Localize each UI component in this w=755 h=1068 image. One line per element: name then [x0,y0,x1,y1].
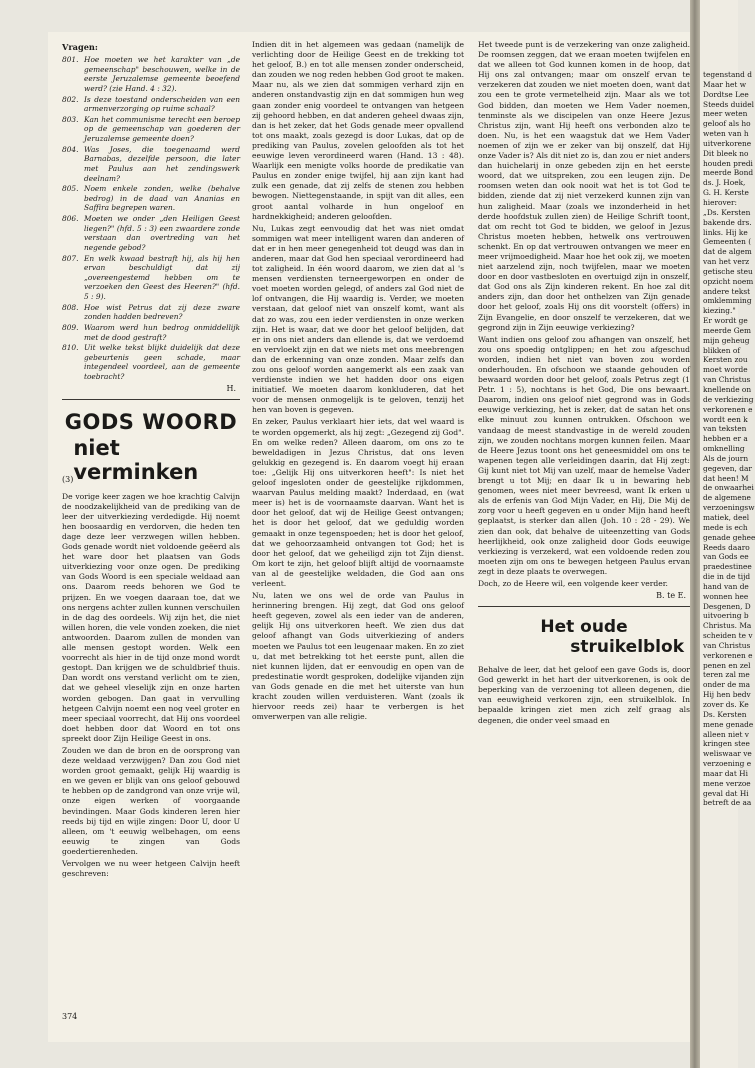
adjacent-page-line: uitverkorene [703,138,752,148]
adjacent-page-line: geloof als ho [703,119,751,129]
adjacent-page-line: meer weten [703,109,748,119]
adjacent-page-line: de verkiezing [703,394,754,404]
adjacent-page-line: alleen niet v [703,729,749,739]
paragraph: Vervolgen we nu weer hetgeen Calvijn heeft geschreven: [62,859,240,879]
vraag-number: 806. [62,214,79,223]
adjacent-page-line: gegeven, dar [703,463,752,473]
adjacent-page-line: Gemeenten ( [703,237,752,247]
adjacent-page-line: verkorenen e [703,404,753,414]
adjacent-page-line: Hij hen bedv [703,690,751,700]
article-title-line2: niet verminken [73,435,199,484]
adjacent-page-line: betreft de aa [703,798,752,808]
article-number: (3) [62,474,74,484]
article-body-col2 [252,40,464,722]
paragraph: Nu, Lukas zegt eenvoudig dat het was niet omdat sommigen wat meer intelligent waren dan anderen of dat er in hen meer genegenheid tot deugd was dan in anderen, maar dat God hen speciaal verordineerd had tot zaligheid. In één woord daarom, we zien dat al 's mensen verdiensten terneergeworpen en onder de voet moeten worden gelegd, of anders zal God niet de lof ontvangen, die Hij waardig is. Verder, we moeten verstaan, dat geloof niet van onszelf komt, want als dat zo was, zou een ieder verdiensten in onze werken zijn. Het is waar, dat we door het geloof belijden, dat er in ons niet anders dan ellende is, dat we verdoemd en vervloekt zijn en dat we niets met ons meebrengen dan de erkenning van onze zonden. Maar zelfs dan zou ons geloof worden aangemerkt als een zaak van verdienste indien we het hadden door ons eigen initiatief. We moeten daarom konkluderen, dat het voor de mensen onmogelijk is te geloven, tenzij het hen van boven is gegeven. [252,223,464,415]
adjacent-page-line: weten van h [703,129,749,139]
adjacent-page-line: van het verz [703,257,750,267]
adjacent-page-line: verzoeningsw [703,503,755,513]
divider [62,399,240,400]
vraag-text: Waarom werd hun bedrog onmiddellijk met de dood gestraft? [84,322,240,342]
adjacent-page-line: Steeds duidel [703,99,754,109]
vraag-text: Hoe moeten we het karakter van „de gemeenschap" beschouwen, welke in de eerste Jeruzalemse gemeente beoefend werd? (zie Hand. 4 : 32). [84,55,240,93]
vraag-text: Hoe wist Petrus dat zij deze zware zonden hadden bedreven? [84,302,240,322]
adjacent-page [700,0,755,1068]
adjacent-page-line: dat de algem [703,247,752,257]
vraag-number: 809. [62,322,79,332]
adjacent-page-line: maar dat Hi [703,768,748,778]
vraag-item [62,214,240,253]
adjacent-page-line: mijn geheug [703,335,750,345]
adjacent-page-line: de algemene [703,493,751,503]
adjacent-page-line: andere tekst [703,286,751,296]
adjacent-page-line: dat heen! M [703,473,749,483]
adjacent-page-line: hebben er a [703,434,748,444]
adjacent-page-line: zover ds. Ke [703,700,749,709]
vraag-number: 803. [62,114,79,124]
vraag-number: 805. [62,184,79,194]
adjacent-page-line: scheiden te v [703,631,753,641]
vraag-number: 807. [62,253,79,263]
vraag-text: Uit welke tekst blijkt duidelijk dat deze gebeurtenis geen schade, maar integendeel voordeel, aan de gemeente toebracht? [84,343,240,381]
vraag-text: Is deze toestand onderscheiden van een armenverzorging op ruime schaal? [84,94,240,114]
article2-title-line2: struikelblok [570,637,684,658]
adjacent-page-line: omknelling [703,444,745,454]
vraag-number: 802. [62,94,79,104]
divider [478,606,690,607]
vragen-signature: H. [226,383,236,393]
vraag-text: Was Joses, die toegenaamd werd Barnabas, dezelfde persoon, die later met Paulus aan het zendingswerk deelnam? [84,144,240,183]
adjacent-page-line: mene verzoe [703,778,751,788]
vraag-item [62,184,240,213]
paragraph: Behalve de leer, dat het geloof een gave Gods is, door God gewerkt in het hart der uitverkorenen, is ook de beperking van de verzoening tot alleen degenen, die van eeuwigheid verkoren zijn, een struikelblok. In bepaalde kringen ziet men zich zelf graag als degenen, die onder veel smaad en [478,665,690,725]
adjacent-page-line: die in de tijd [703,572,751,582]
paragraph: Zouden we dan de bron en de oorsprong van deze weldaad verzwijgen? Dan zou God niet worden groot gemaakt, gelijk Hij waardig is en we geven er blijk van ons geloof gebouwd te hebben op de zandgrond van onze vrije wil, onze eigen werken of voorgaande bevindingen. Maar Gods kinderen leren hier reeds bij tijd en wijle zingen: Door U, door U alleen, om 't eeuwig welbehagen, om eens eeuwig te zingen van Gods goedertierenheden. [62,745,240,856]
adjacent-page-line: knellende on [703,385,752,394]
adjacent-page-line: matiek, deel [703,512,750,522]
adjacent-page-line: Dit bleek no [703,148,749,158]
adjacent-page-line: blikken of [703,345,741,355]
article-title-row [62,436,240,484]
adjacent-page-line: geval dat Hi [703,788,749,798]
adjacent-page-line: wonnen hee [703,591,749,601]
vraag-item [62,323,240,342]
vraag-text: Moeten we onder „den Heiligen Geest liegen?" (hfd. 5 : 3) een zwaardere zonde verstaan dan overtreding van het negende gebod? [84,214,240,252]
adjacent-page-line: Er wordt ge [703,316,748,326]
adjacent-page-line: Als de journ [703,453,749,463]
adjacent-page-line: kiezing." [703,306,736,316]
adjacent-page-line: getische steu [703,266,753,276]
adjacent-page-line: Reeds daaro [703,542,750,552]
adjacent-page-line: hierover: [703,197,738,207]
vraag-text: Kan het communisme terecht een beroep op de gemeenschap van goederen der Jeruzalemse gemeente doen? [84,114,240,143]
adjacent-page-line: de onwaarhei [703,483,754,493]
adjacent-page-line: bakende drs. [703,217,752,227]
adjacent-page-line: van Gods ee [703,552,749,562]
vraag-text: En welk kwaad bestraft hij, als hij hen ervan beschuldigt dat zij „overeengestemd hebben om te verzoeken den Geest des Heeren?" (hfd. 5 : 9). [84,253,240,301]
vraag-item [62,254,240,302]
paragraph: En zeker, Paulus verklaart hier iets, dat wel waard is te worden opgemerkt, als hij zegt: „Gezegend zij God". En om welke reden? Alleen daarom, om ons zo te beweldadigen in Jezus Christus, dat ons leven gelukkig en gezegend is. En daarom voegt hij eraan toe: „Gelijk Hij ons uitverkoren heeft": Is niet het geloof ingesloten onder de geestelijke rijkdommen, waarvan Paulus melding maakt? Inderdaad, en (wat meer is) het is de voornaamste daarvan. Want het is door het geloof, dat wij de Heilige Geest ontvangen; het is door het geloof, dat we geduldig worden gemaakt in onze tegenspoeden; het is door het geloof, dat we gehoorzaamheid ontvangen tot God; het is door het geloof, dat we geheiligd zijn tot Zijn dienst. Om kort te zijn, het geloof blijft altijd de voornaamste van al de geestelijke weldaden, die God aan ons verleent. [252,417,464,588]
vraag-number: 808. [62,302,79,312]
vraag-item [62,303,240,322]
adjacent-page-line: verkorenen e [703,650,753,660]
paragraph: De vorige keer zagen we hoe krachtig Calvijn de noodzakelijkheid van de prediking van de leer der uitverkiezing verdedigde. Hij noemt hen boosaardig en verdorven, die heden ten dage deze leer verzwegen willen hebben. Gods genade wordt niet voldoende geëerd als het ware door het plaatsen van Gods uitverkiezing voor onze ogen. De prediking van Gods Woord is een speciale weldaad aan ons. Daarom reeds behoren we God te prijzen. En we voegen daaraan toe, dat we ons nergens achter zullen kunnen verschuilen in de dag des oordeels. Wij zijn het, die niet willen horen, die vele vonden zoeken, die niet antwoorden. Daarom zullen de monden van alle mensen gestopt worden. Welk een voorrecht als hier in de tijd onze mond wordt gestopt. Dan krijgen we de schuldbrief thuis. Dan wordt ons verstand verlicht om te zien, dat we geheel vleselijk zijn en onze harten worden gebogen. Dan gaat in vervulling hetgeen Calvijn noemt een nog veel groter en meer speciaal voorrecht, dat Hij ons voordeel doet hebben door dat Woord en tot ons spreekt door Zijn Heilige Geest in ons. [62,491,240,743]
adjacent-page-line: tegenstand d [703,70,752,79]
adjacent-page-line: verzoening e [703,759,752,769]
adjacent-page-line: onder de ma [703,680,751,690]
adjacent-page-line: „Ds. Kersten [703,207,751,217]
vraag-text: Noem enkele zonden, welke (behalve bedrog) in de daad van Ananias en Saffira begrepen waren. [84,184,240,213]
adjacent-page-line: penen en zel [703,660,751,670]
paragraph: Doch, zo de Heere wil, een volgende keer verder. [478,578,668,588]
column-1 [62,42,240,881]
adjacent-page-line: opzicht noem [703,276,754,286]
page-number: 374 [62,1012,78,1021]
column-2 [252,40,464,724]
adjacent-page-line: Desgenen, D [703,601,751,611]
adjacent-page-line: hand van de [703,581,749,591]
article2-title-line1: Het oude [540,617,628,638]
adjacent-page-line: genade gehee [703,532,755,542]
adjacent-page-line: Maar het w [703,79,747,89]
column-3 [478,40,690,728]
adjacent-page-line: praedestinee [703,562,752,572]
adjacent-page-line: links. Hij ke [703,227,748,237]
adjacent-page-line: Christus. Ma [703,621,752,631]
adjacent-page-line: meerde Bond [703,168,754,178]
vraag-item [62,343,240,382]
adjacent-page-line: teren zal me [703,670,750,680]
paragraph: Want indien ons geloof zou afhangen van onszelf, het zou ons spoedig ontglippen; en het zou afgeschud worden, indien het niet van boven zou worden onderhouden. En ofschoon we staande gehouden of bewaard worden door het geloof, zoals Petrus zegt (1 Petr. 1 : 5), nochtans is het God, Die ons bewaart. Daarom, indien ons geloof niet gegrond was in Gods eeuwige verkiezing, het is zeker, dat de satan het ons elke minuut zou kunnen ontrukken. Ofschoon we vandaag de meest standvastige in de wereld zouden zijn, we zouden nochtans morgen kunnen feilen. Maar de Heere Jezus toont ons het geneesmiddel om ons te wapenen tegen alle verleidingen daarin, dat Hij zegt: Gij kunt niet tot Mij van uzelf, maar de hemelse Vader brengt u tot Mij; en daar Ik u in bewaring heb genomen, wees niet meer bevreesd, want Ik erken u als de erfenis van God Mijn Vader, en Hij, Die Mij de zorg voor u heeft gegeven en u onder Mijn hand heeft geplaatst, is sterker dan allen (Joh. 10 : 28 - 29). We zien dan ook, dat behalve de uiteenzetting van Gods heerlijkheid, ook onze zaligheid door Gods eeuwige verkiezing is verzekerd, wat een voldoende reden zou moeten zijn om ons te bewegen hetgeen Paulus ervan zegt in deze plaats te overwegen. [478,334,690,576]
vraag-item [62,115,240,144]
adjacent-page-line: kringen stee [703,739,750,749]
adjacent-page-line: van Christus [703,375,751,385]
adjacent-page-line: houden predi [703,158,753,168]
article2-body [478,665,690,726]
adjacent-page-line: G. H. Kerste [703,188,749,198]
adjacent-page-line: weliswaar ve [703,749,752,759]
article-body-col3 [478,40,690,589]
vraag-item [62,145,240,184]
adjacent-page-line: ds. J. Hoek, [703,178,746,188]
paragraph: Het tweede punt is de verzekering van onze zaligheid. De roomsen zeggen, dat we eraan moeten twijfelen en dat we alleen tot God kunnen komen in de hoop, dat Hij ons zal ontvangen; maar om onszelf ervan te verzekeren dat zouden we niet moeten doen, want dat zou een te grote vermetelheid zijn. Maar als we tot God bidden, dan moeten we Hem Vader noemen, tenminste als we discipelen van onze Heere Jezus Christus zijn, want Hij heeft ons verbonden alzo te doen. Nu, is het een waagstuk dat we Hem Vader noemen of zijn we er zeker van bij onszelf, dat Hij onze Vader is? Als dit niet zo is, dan zou er niet anders dan huichelarij in onze gebeden zijn en het eerste woord, dat we uitspreken, zou een leugen zijn. De roomsen weten dan ook nooit wat het is tot God te bidden, ziende dat zij niet verzekerd kunnen zijn van hun zaligheid. Maar (zoals we inzonderheid in het derde hoofdstuk zullen zien) de Heilige Schrift toont, dat om recht tot God te bidden, we geloof in Jezus Christus moeten hebben, hetwelk ons vertrouwen schenkt. En op dat vertrouwen ontvangen we meer en meer vrijmoedigheid. Maar hoe het ook zij, we moeten niet aarzelend zijn, noch twijfelen, maar we moeten door en door vastbesloten en overtuigd zijn in onszelf, dat God ons als Zijn kinderen rekent. En hoe zal dit anders zijn, dan door het onthelzen van Zijn genade door het geloof, zoals Hij ons dit voorstelt (offers) in Zijn Evangelie, en door onszelf te verzekeren, dat we gegrond zijn in Zijn eeuwige verkiezing? [478,40,690,332]
adjacent-page-line: uitvoering b [703,611,749,621]
adjacent-page-line: moet worde [703,365,748,375]
article-title-line1: GODS WOORD [64,409,238,434]
article-signature: B. te E. [656,591,686,601]
adjacent-page-line: Kersten zou [703,355,748,365]
vraag-number: 810. [62,343,79,353]
adjacent-page-line: meerde Gem [703,325,752,335]
vraag-item [62,95,240,114]
adjacent-page-line: Ds. Kersten [703,709,747,719]
vragen-list [62,55,240,382]
adjacent-page-line: mene genade [703,719,754,729]
adjacent-page-line: van Christus [703,640,751,650]
vragen-title: Vragen: [62,42,98,52]
vraag-number: 804. [62,144,79,154]
paragraph: Nu, laten we ons wel de orde van Paulus in herinnering brengen. Hij zegt, dat God ons geloof heeft gegeven, zowel als een ieder van de anderen, gelijk Hij ons uitverkoren heeft. We zien dus dat geloof afhangt van Gods uitverkiezing of anders moeten we Paulus tot een leugenaar maken. En zo ziet u, dat met betrekking tot het eerste punt, allen die niet kunnen lijden, dat er eenvoudig en open van de predestinatie wordt gesproken, dodelijke vijanden zijn van Gods genade en die met het uiterste van hun kracht zouden willen verduisteren. Want (zoals ik hiervoor reeds zei) haar te verbergen is het omverwerpen van alle religie. [252,591,464,722]
adjacent-page-line: Dordtse Lee [703,89,749,99]
article-body-col1 [62,492,240,880]
adjacent-page-line: van teksten [703,424,747,434]
adjacent-page-line: omklemming [703,296,752,306]
adjacent-page-line: mede is ech [703,522,748,532]
vraag-item [62,55,240,94]
vraag-number: 801. [62,55,79,64]
adjacent-page-line: wordt een k [703,414,748,424]
paragraph: Indien dit in het algemeen was gedaan (namelijk de verlichting door de Heilige Geest en de trekking tot het geloof, B.) en tot alle mensen zonder onderscheid, dan zouden we nog reden hebben God groot te maken. Maar nu, als we zien dat sommigen verhard zijn en anderen onstandvastig zijn en dat sommigen hun weg gaan zonder enig voordeel te ontvangen van hetgeen zij gehoord hebben, en dat anderen geheel dwaas zijn, dan is het zeker, dat het Gods genade meer opvallend tot ons maakt, zoals gezegd is door Lukas, dat op de prediking van Paulus, zovelen geloofden als tot het eeuwige leven verordineerd waren (Hand. 13 : 48). Waarlijk een menigte volks hoorde de predikatie van Paulus en zonder enige twijfel, hij aan zijn kant had zulk een genade, dat zij zelfs de stenen zou hebben bewogen. Niettegenstaande, in spijt van dit alles, een groot aantal volharde in hun ongeloof en hardnekkigheid; anderen geloofden. [252,40,464,221]
